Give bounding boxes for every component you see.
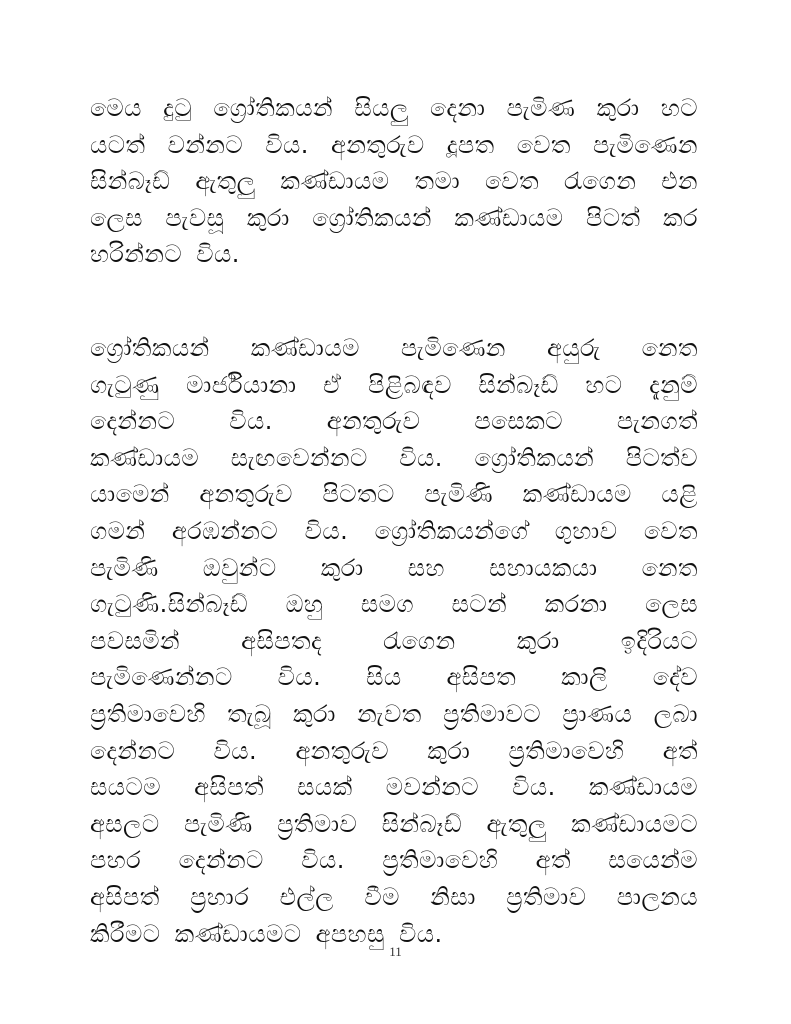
text-line: පැමිණෙන්නට විය. සිය අසිපත කාලි දේව bbox=[90, 663, 698, 692]
text-line: පහර දෙන්නට විය. ප්‍රතිමාවෙහි අත් සයෙන්ම bbox=[90, 846, 698, 875]
text-line: අසිපත් ප්‍රහාර එල්ල වීම නිසා ප්‍රතිමාව පාලනය bbox=[90, 882, 698, 911]
text-line: කණ්ඩායම සැඟවෙන්නට විය. ග්‍රෝතිකයන් පිටත්ව bbox=[90, 443, 698, 472]
text-line: සයටම අසිපත් සයක් මවන්නට විය. කණ්ඩායම bbox=[90, 773, 698, 802]
text-line: කිරීමට කණ්ඩායමට අපහසු විය. bbox=[90, 919, 443, 948]
text-line: ගැටුණු මාර්ජියානා ඒ පිළිබඳව සින්බෑඩ් හට දැනුම් bbox=[90, 370, 698, 399]
text-line: දෙන්නට විය. අනතුරුව පසෙකට පැනගත් bbox=[90, 407, 698, 436]
paragraph-1 bbox=[90, 90, 698, 273]
text-line: ප්‍රතිමාවෙහි තැබූ කුරා නැවත ප්‍රතිමාවට ප්‍රාණය ලබා bbox=[90, 699, 698, 728]
text-line: දෙන්නට විය. අනතුරුව කුරා ප්‍රතිමාවෙහි අත් bbox=[90, 736, 698, 765]
text-line: ගැටුණි.සින්බෑඩ් ඔහු සමග සටන් කරනා ලෙස bbox=[90, 590, 698, 619]
page-number: 11 bbox=[389, 944, 402, 959]
text-line: හරින්නට විය. bbox=[90, 240, 240, 269]
text-line: පැමිණි ඔවුන්ට කුරා සහ සහායකයා නෙත bbox=[90, 553, 698, 582]
text-line: පවසමින් අසිපතද රැගෙන කුරා ඉදිරියට bbox=[90, 626, 698, 655]
text-line: මෙය දුටු ග්‍රෝතිකයන් සියලු දෙනා පැමිණ කුරා හට bbox=[90, 94, 698, 122]
text-line: යටත් වන්නට විය. අනතුරුව දූපත වෙත පැමිණෙන bbox=[90, 130, 698, 159]
text-line: අසලට පැමිණි ප්‍රතිමාව සින්බෑඩ් ඇතුලු කණ්ඩායමට bbox=[90, 809, 698, 838]
paragraph-2 bbox=[90, 330, 698, 952]
text-line: ගමන් අරඹන්නට විය. ග්‍රෝතිකයන්ගේ ගුහාව වෙත bbox=[90, 516, 698, 545]
text-line: සින්බෑඩ් ඇතුලු කණ්ඩායම තමා වෙත රැගෙන එන bbox=[90, 167, 698, 196]
text-line: යාමෙන් අනතුරුව පිටතට පැමිණි කණ්ඩායම යළි bbox=[90, 480, 698, 509]
text-line: ග්‍රෝතිකයන් කණ්ඩායම පැමිණෙන අයුරු නෙත bbox=[90, 334, 698, 362]
text-line: ලෙස පැවසූ කුරා ග්‍රෝතිකයන් කණ්ඩායම පිටත් කර bbox=[90, 203, 698, 232]
